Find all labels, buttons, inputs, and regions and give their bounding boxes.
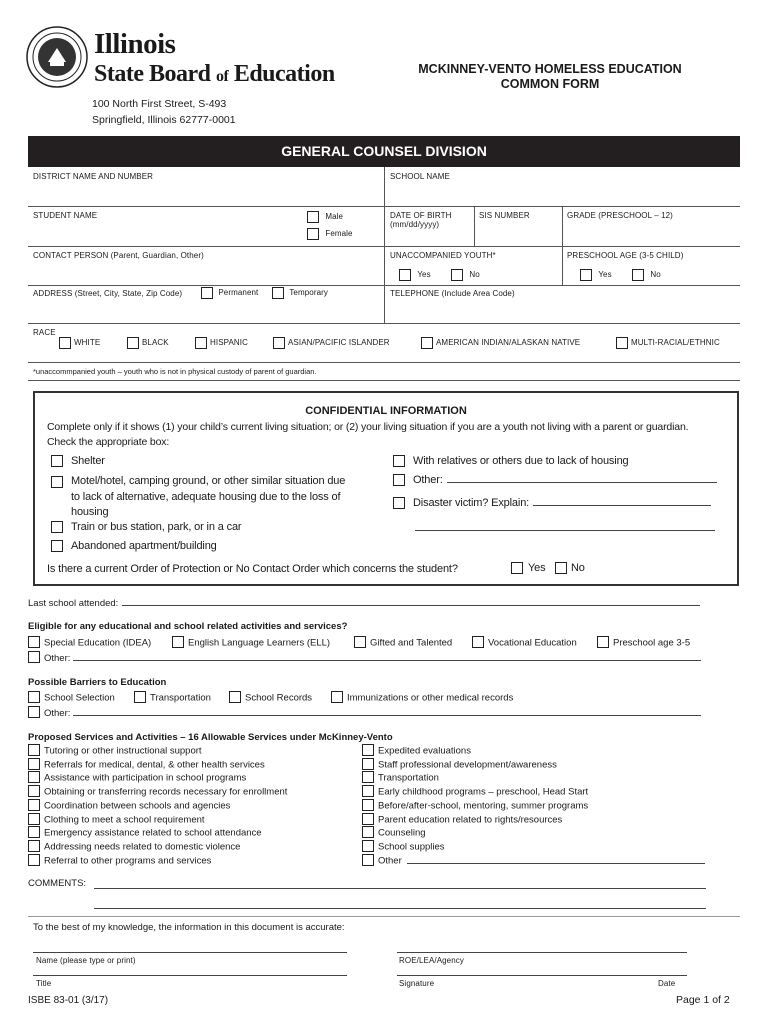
abandoned-option: Abandoned apartment/building — [51, 540, 217, 552]
service-checkbox-left-1[interactable] — [28, 744, 40, 756]
confidential-check-prompt: Check the appropriate box: — [47, 436, 170, 448]
unaccompanied-no: No — [451, 269, 480, 281]
service-item-left-4 — [28, 786, 287, 798]
permanent-option: Permanent — [201, 287, 258, 299]
form-number: ISBE 83-01 (3/17) — [28, 995, 109, 1006]
service-checkbox-right-2[interactable] — [362, 758, 374, 770]
confidential-box — [33, 391, 739, 586]
service-checkbox-left-7[interactable] — [28, 826, 40, 838]
signature-label: Signature — [399, 979, 435, 988]
service-label: School supplies — [378, 841, 445, 853]
permanent-checkbox[interactable] — [201, 287, 213, 299]
telephone-field[interactable] — [388, 301, 738, 322]
title-label: Title — [36, 979, 52, 988]
service-item-left-5 — [28, 800, 230, 812]
vocational-checkbox[interactable] — [472, 636, 484, 648]
eligible-other-checkbox[interactable] — [28, 651, 40, 663]
logo-illinois: Illinois — [94, 28, 176, 60]
barrier-other-checkbox[interactable] — [28, 706, 40, 718]
service-checkbox-right-3[interactable] — [362, 771, 374, 783]
title-field[interactable] — [33, 975, 347, 976]
disaster-checkbox[interactable] — [393, 497, 405, 509]
district-field[interactable] — [30, 180, 380, 204]
order-no: No — [555, 562, 585, 574]
service-checkbox-right-8[interactable] — [362, 840, 374, 852]
service-item-right-7 — [362, 827, 426, 839]
student-name-label: STUDENT NAME — [33, 211, 98, 220]
preschool-yes: Yes — [580, 269, 612, 281]
service-item-right-6 — [362, 814, 562, 826]
service-label: Emergency assistance related to school attendance — [44, 827, 262, 839]
service-checkbox-right-5[interactable] — [362, 799, 374, 811]
service-checkbox-left-6[interactable] — [28, 813, 40, 825]
barrier-immunizations: Immunizations or other medical records — [331, 692, 513, 704]
date-label: Date — [658, 979, 676, 988]
service-item-left-3 — [28, 772, 246, 784]
preschool-elig-checkbox[interactable] — [597, 636, 609, 648]
service-checkbox-left-8[interactable] — [28, 840, 40, 852]
service-label: Transportation — [378, 772, 439, 784]
agency-field[interactable] — [397, 952, 687, 953]
school-selection-checkbox[interactable] — [28, 691, 40, 703]
race-white-checkbox[interactable] — [59, 337, 71, 349]
service-item-left-6 — [28, 814, 205, 826]
race-asian: ASIAN/PACIFIC ISLANDER — [273, 337, 390, 349]
unaccompanied-no-checkbox[interactable] — [451, 269, 463, 281]
service-label: Early childhood programs – preschool, Head Start — [378, 786, 589, 798]
service-label: Expedited evaluations — [378, 745, 471, 757]
service-label: Coordination between schools and agencies — [44, 800, 231, 812]
dob-label: DATE OF BIRTH (mm/dd/yyyy) — [390, 211, 452, 229]
gifted-checkbox[interactable] — [354, 636, 366, 648]
isbe-seal-logo — [26, 26, 88, 88]
barrier-school-selection: School Selection — [28, 692, 115, 704]
contact-person-label: CONTACT PERSON (Parent, Guardian, Other) — [33, 251, 204, 260]
service-item-right-3 — [362, 772, 439, 784]
disaster-explain-line-2[interactable] — [415, 530, 715, 531]
race-american-indian-checkbox[interactable] — [421, 337, 433, 349]
footnote: *unaccommpanied youth – youth who is not in physical custody of parent of guardian. — [33, 367, 317, 376]
row-divider — [28, 362, 740, 363]
service-item-left-9 — [28, 855, 211, 867]
form-title: MCKINNEY-VENTO HOMELESS EDUCATION COMMON FORM — [418, 62, 682, 91]
preschool-yes-checkbox[interactable] — [580, 269, 592, 281]
service-label: Other — [378, 855, 402, 867]
barriers-title: Possible Barriers to Education — [28, 677, 167, 688]
service-checkbox-left-5[interactable] — [28, 799, 40, 811]
sis-number-label: SIS NUMBER — [479, 211, 530, 220]
order-no-checkbox[interactable] — [555, 562, 567, 574]
unaccompanied-yes: Yes — [399, 269, 431, 281]
barrier-other-field[interactable] — [73, 707, 701, 716]
motel-checkbox[interactable] — [51, 476, 63, 488]
district-label: DISTRICT NAME AND NUMBER — [33, 172, 154, 181]
eligible-other-field[interactable] — [73, 652, 701, 661]
order-of-protection-question: Is there a current Order of Protection or No Contact Order which concerns the student? — [47, 563, 458, 575]
service-item-right-4 — [362, 786, 588, 798]
telephone-label: TELEPHONE (Include Area Code) — [390, 289, 515, 298]
shelter-checkbox[interactable] — [51, 455, 63, 467]
race-black: BLACK — [127, 337, 169, 349]
eligible-preschool: Preschool age 3-5 — [597, 637, 690, 649]
unaccompanied-youth-label: UNACCOMPANIED YOUTH* — [390, 251, 496, 260]
service-checkbox-left-9[interactable] — [28, 854, 40, 866]
service-label: Counseling — [378, 827, 426, 839]
service-item-left-1 — [28, 745, 202, 757]
service-item-left-7 — [28, 827, 262, 839]
comments-label: COMMENTS: — [28, 878, 87, 889]
disaster-option: Disaster victim? Explain: — [393, 497, 711, 509]
order-yes-checkbox[interactable] — [511, 562, 523, 574]
service-label: Before/after-school, mentoring, summer programs — [378, 800, 589, 812]
service-item-left-2 — [28, 759, 265, 771]
school-records-checkbox[interactable] — [229, 691, 241, 703]
service-label: Staff professional development/awareness — [378, 759, 557, 771]
comments-field-line-1[interactable] — [94, 888, 706, 889]
temporary-checkbox[interactable] — [272, 287, 284, 299]
name-field[interactable] — [33, 952, 347, 953]
train-option: Train or bus station, park, or in a car — [51, 521, 241, 533]
address-label: ADDRESS (Street, City, State, Zip Code) — [33, 289, 183, 298]
service-checkbox-left-4[interactable] — [28, 785, 40, 797]
signature-date-field[interactable] — [397, 975, 687, 976]
service-checkbox-left-3[interactable] — [28, 771, 40, 783]
service-item-right-2 — [362, 759, 557, 771]
column-divider — [474, 206, 475, 246]
service-item-left-8 — [28, 841, 240, 853]
barrier-school-records: School Records — [229, 692, 312, 704]
shelter-option: Shelter — [51, 455, 105, 467]
service-checkbox-right-7[interactable] — [362, 826, 374, 838]
attest-divider — [28, 916, 740, 917]
row-divider — [28, 380, 740, 381]
eligible-other: Other: — [28, 652, 701, 664]
race-label: RACE — [33, 328, 56, 337]
race-multi: MULTI-RACIAL/ETHNIC — [616, 337, 720, 349]
service-item-right-1 — [362, 745, 471, 757]
relatives-checkbox[interactable] — [393, 455, 405, 467]
eligible-title: Eligible for any educational and school related activities and services? — [28, 621, 348, 632]
last-school-field[interactable] — [122, 597, 700, 606]
female-option: Female — [307, 228, 353, 240]
service-checkbox-right-1[interactable] — [362, 744, 374, 756]
race-hispanic: HISPANIC — [195, 337, 248, 349]
address-field[interactable] — [30, 301, 380, 322]
column-divider — [562, 206, 563, 285]
division-bar: GENERAL COUNSEL DIVISION — [28, 136, 740, 167]
disaster-explain-field[interactable] — [533, 497, 711, 506]
column-divider — [384, 167, 385, 323]
service-checkbox-right-6[interactable] — [362, 813, 374, 825]
immunizations-checkbox[interactable] — [331, 691, 343, 703]
row-divider — [28, 323, 740, 324]
train-checkbox[interactable] — [51, 521, 63, 533]
special-ed-checkbox[interactable] — [28, 636, 40, 648]
service-checkbox-left-2[interactable] — [28, 758, 40, 770]
relatives-option: With relatives or others due to lack of housing — [393, 455, 629, 467]
agency-label: ROE/LEA/Agency — [399, 956, 464, 965]
confidential-title: CONFIDENTIAL INFORMATION — [305, 405, 467, 417]
service-item-right-9 — [362, 855, 402, 867]
service-checkbox-right-4[interactable] — [362, 785, 374, 797]
ell-checkbox[interactable] — [172, 636, 184, 648]
other-living-field[interactable] — [447, 474, 717, 483]
service-item-right-5 — [362, 800, 588, 812]
confidential-instructions: Complete only if it shows (1) your child’s current living situation; or (2) your living situation if you are a youth not living with a parent or guardian. — [47, 421, 689, 433]
service-label: Obtaining or transferring records necessary for enrollment — [44, 786, 288, 798]
service-label: Tutoring or other instructional support — [44, 745, 202, 757]
preschool-age-label: PRESCHOOL AGE (3-5 CHILD) — [567, 251, 684, 260]
motel-option: Motel/hotel, camping ground, or other similar situation due to lack of alternative, adequate housing due to the loss of housing — [51, 474, 345, 521]
service-label: Referral to other programs and services — [44, 855, 212, 867]
service-other-field[interactable] — [407, 863, 705, 864]
service-checkbox-right-9[interactable] — [362, 854, 374, 866]
female-checkbox[interactable] — [307, 228, 319, 240]
address-line-2: Springfield, Illinois 62777-0001 — [92, 114, 236, 126]
student-name-field[interactable] — [30, 220, 300, 244]
preschool-no: No — [632, 269, 661, 281]
race-hispanic-checkbox[interactable] — [195, 337, 207, 349]
barrier-transportation-checkbox[interactable] — [134, 691, 146, 703]
race-multi-checkbox[interactable] — [616, 337, 628, 349]
eligible-special-ed: Special Education (IDEA) — [28, 637, 151, 649]
address-line-1: 100 North First Street, S-493 — [92, 98, 227, 110]
preschool-no-checkbox[interactable] — [632, 269, 644, 281]
barrier-transportation: Transportation — [134, 692, 211, 704]
race-white: WHITE — [59, 337, 100, 349]
eligible-ell: English Language Learners (ELL) — [172, 637, 330, 649]
page-number: Page 1 of 2 — [676, 994, 730, 1006]
grade-label: GRADE (PRESCHOOL – 12) — [567, 211, 673, 220]
service-label: Referrals for medical, dental, & other health services — [44, 759, 265, 771]
eligible-gifted: Gifted and Talented — [354, 637, 452, 649]
race-american-indian: AMERICAN INDIAN/ALASKAN NATIVE — [421, 337, 580, 349]
other-living-checkbox[interactable] — [393, 474, 405, 486]
school-label: SCHOOL NAME — [390, 172, 450, 181]
service-label: Assistance with participation in school programs — [44, 772, 247, 784]
comments-field-line-2[interactable] — [94, 908, 706, 909]
name-label: Name (please type or print) — [36, 956, 136, 965]
eligible-vocational: Vocational Education — [472, 637, 577, 649]
service-label: Clothing to meet a school requirement — [44, 814, 205, 826]
service-label: Addressing needs related to domestic violence — [44, 841, 241, 853]
barrier-other: Other: — [28, 707, 701, 719]
services-title: Proposed Services and Activities – 16 Allowable Services under McKinney-Vento — [28, 732, 393, 743]
male-checkbox[interactable] — [307, 211, 319, 223]
school-field[interactable] — [388, 180, 738, 204]
logo-state-board: State Board of Education — [94, 61, 335, 87]
last-school-attended: Last school attended: — [28, 597, 700, 609]
male-option: Male — [307, 211, 343, 223]
contact-person-field[interactable] — [30, 260, 380, 284]
race-asian-checkbox[interactable] — [273, 337, 285, 349]
abandoned-checkbox[interactable] — [51, 540, 63, 552]
unaccompanied-yes-checkbox[interactable] — [399, 269, 411, 281]
other-living-option: Other: — [393, 474, 717, 486]
temporary-option: Temporary — [272, 287, 328, 299]
service-label: Parent education related to rights/resources — [378, 814, 563, 826]
service-item-right-8 — [362, 841, 445, 853]
race-black-checkbox[interactable] — [127, 337, 139, 349]
attest-statement: To the best of my knowledge, the information in this document is accurate: — [33, 922, 345, 933]
order-yes: Yes — [511, 562, 546, 574]
